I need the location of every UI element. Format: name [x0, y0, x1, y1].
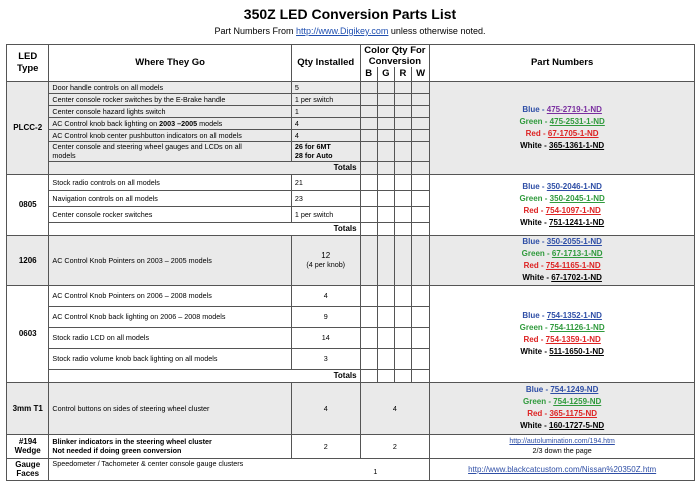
part-numbers-3mm-t1: [430, 382, 695, 434]
part-numbers-0805: [430, 174, 695, 235]
where-cell: AC Control knob center pushbutton indicators on all models: [49, 129, 291, 141]
where-cell: AC Control Knob Pointers on 2003 – 2005 models: [49, 235, 291, 285]
part-numbers-plcc2: [430, 81, 695, 174]
qty-cell: 1: [291, 105, 360, 117]
where-cell: Navigation controls on all models: [49, 190, 291, 206]
qty-cell: 3: [291, 348, 360, 369]
part-green: Green - 754-1126-1-ND: [519, 322, 605, 332]
part-white: White - 67-1702-1-ND: [522, 273, 602, 282]
where-cell: Center console and steering wheel gauges and LCDs on all models: [49, 141, 291, 161]
qty-cell: 1 per switch: [291, 206, 360, 222]
where-cell: Blinker indicators in the steering wheel cluster Not needed if doing green conversion: [49, 434, 291, 458]
where-cell: Center console rocker switches by the E-Brake handle: [49, 93, 291, 105]
wedge-source: [430, 434, 695, 458]
led-type-1206: 1206: [7, 235, 49, 285]
part-green: Green - 350-2045-1-ND: [519, 193, 605, 203]
part-white: White - 751-1241-1-ND: [520, 217, 605, 227]
where-cell: Stock radio controls on all models: [49, 174, 291, 190]
qty-cell: 12 (4 per knob): [291, 235, 360, 285]
qty-cell: 1 per switch: [291, 93, 360, 105]
part-blue: Blue - 754-1352-1-ND: [522, 310, 602, 320]
part-link[interactable]: 67-1702-1-ND: [551, 273, 602, 282]
led-type-0805: 0805: [7, 174, 49, 235]
part-red: Red - 754-1359-1-ND: [523, 334, 601, 344]
part-red: Red - 754-1097-1-ND: [523, 205, 601, 215]
part-green: Green - 475-2531-1-ND: [519, 116, 605, 126]
header-led-type: LED Type: [7, 45, 49, 82]
part-link[interactable]: 350-2045-1-ND: [549, 193, 605, 203]
gauge-where-cell: Speedometer / Tachometer & center console gauge clusters 1: [49, 458, 430, 480]
qty-cell: 4: [291, 382, 360, 434]
part-white: White - 160-1727-5-ND: [520, 421, 605, 430]
parts-table: [6, 44, 695, 481]
part-white: White - 365-1361-1-ND: [520, 140, 605, 150]
qty-cell: 9: [291, 306, 360, 327]
part-link[interactable]: 350-2046-1-ND: [546, 181, 602, 191]
part-link[interactable]: 754-1249-ND: [550, 385, 599, 394]
where-cell: Center console hazard lights switch: [49, 105, 291, 117]
gauge-qty: 1: [373, 466, 378, 476]
part-link[interactable]: 160-1727-5-ND: [549, 421, 605, 430]
gauge-source: [430, 458, 695, 480]
qty-cell: 2: [291, 434, 360, 458]
part-link[interactable]: 511-1650-1-ND: [549, 346, 604, 356]
header-part-numbers: Part Numbers: [430, 45, 695, 82]
where-cell: Stock radio LCD on all models: [49, 327, 291, 348]
totals-label: Totals: [49, 222, 360, 235]
part-numbers-1206: [430, 235, 695, 285]
where-cell: Control buttons on sides of steering wheel cluster: [49, 382, 291, 434]
qty-cell: 5: [291, 81, 360, 93]
led-type-3mm-t1: 3mm T1: [7, 382, 49, 434]
part-blue: Blue - 350-2055-1-ND: [522, 237, 602, 246]
where-cell: AC Control Knob Pointers on 2006 – 2008 models: [49, 285, 291, 306]
header-r: R: [394, 67, 411, 81]
part-blue: Blue - 350-2046-1-ND: [522, 181, 602, 191]
part-link[interactable]: 754-1352-1-ND: [546, 310, 602, 320]
wedge-note: 2/3 down the page: [532, 446, 592, 455]
part-link[interactable]: 751-1241-1-ND: [549, 217, 605, 227]
led-type-194-wedge: #194 Wedge: [7, 434, 49, 458]
part-link[interactable]: 754-1165-1-ND: [545, 261, 601, 270]
part-blue: Blue - 475-2719-1-ND: [522, 104, 602, 114]
part-link[interactable]: 365-1175-ND: [549, 409, 598, 418]
part-link[interactable]: 67-1713-1-ND: [551, 249, 603, 258]
qty-cell: 4: [291, 285, 360, 306]
totals-label: Totals: [49, 369, 360, 382]
part-link[interactable]: 350-2055-1-ND: [546, 237, 602, 246]
header-g: G: [377, 67, 394, 81]
part-red: Red - 754-1165-1-ND: [523, 261, 601, 270]
part-numbers-0603: [430, 285, 695, 382]
where-cell: AC Control knob back lighting on 2003 –2005 models: [49, 117, 291, 129]
where-cell: AC Control Knob back lighting on 2006 – 2008 models: [49, 306, 291, 327]
led-type-0603: 0603: [7, 285, 49, 382]
header-qty: Qty Installed: [291, 45, 360, 82]
conversion-qty-cell: 4: [360, 382, 430, 434]
header-color-qty: Color Qty For Conversion: [360, 45, 430, 68]
part-red: Red - 67-1705-1-ND: [525, 128, 599, 138]
led-type-gauge-faces: Gauge Faces: [7, 458, 49, 480]
qty-cell: 21: [291, 174, 360, 190]
where-cell: Center console rocker switches: [49, 206, 291, 222]
part-link[interactable]: 754-1126-1-ND: [549, 322, 605, 332]
subtitle-suffix: unless otherwise noted.: [388, 26, 486, 36]
page-title: 350Z LED Conversion Parts List: [243, 6, 457, 22]
conversion-qty-cell: 2: [360, 434, 430, 458]
subtitle: [0, 26, 700, 36]
part-link[interactable]: 475-2719-1-ND: [546, 104, 602, 114]
qty-cell: 4: [291, 129, 360, 141]
qty-cell: 23: [291, 190, 360, 206]
part-link[interactable]: 754-1259-ND: [553, 397, 602, 406]
where-cell: Door handle controls on all models: [49, 81, 291, 93]
header-b: B: [360, 67, 377, 81]
qty-cell: 14: [291, 327, 360, 348]
part-green: Green - 67-1713-1-ND: [521, 249, 603, 258]
part-link[interactable]: 475-2531-1-ND: [549, 116, 605, 126]
part-link[interactable]: 365-1361-1-ND: [549, 140, 605, 150]
part-blue: Blue - 754-1249-ND: [525, 385, 599, 394]
qty-cell: 4: [291, 117, 360, 129]
part-link[interactable]: 754-1359-1-ND: [545, 334, 601, 344]
header-where: Where They Go: [49, 45, 291, 82]
header-w: W: [412, 67, 430, 81]
part-white: White - 511-1650-1-ND: [520, 346, 604, 356]
part-red: Red - 365-1175-ND: [527, 409, 598, 418]
part-link[interactable]: 754-1097-1-ND: [545, 205, 601, 215]
part-link[interactable]: 67-1705-1-ND: [547, 128, 599, 138]
blackcat-link[interactable]: http://www.blackcatcustom.com/Nissan%20350Z.htm: [468, 464, 657, 474]
qty-cell: 26 for 6MT 28 for Auto: [291, 141, 360, 161]
totals-label: Totals: [49, 161, 360, 174]
subtitle-prefix: Part Numbers From: [214, 26, 297, 36]
digikey-link[interactable]: http://www.Digikey.com: [296, 26, 389, 36]
led-type-plcc2: PLCC-2: [7, 81, 49, 174]
autolumination-link[interactable]: http://autolumination.com/194.htm: [509, 438, 615, 445]
part-green: Green - 754-1259-ND: [522, 397, 602, 406]
where-cell: Stock radio volume knob back lighting on all models: [49, 348, 291, 369]
